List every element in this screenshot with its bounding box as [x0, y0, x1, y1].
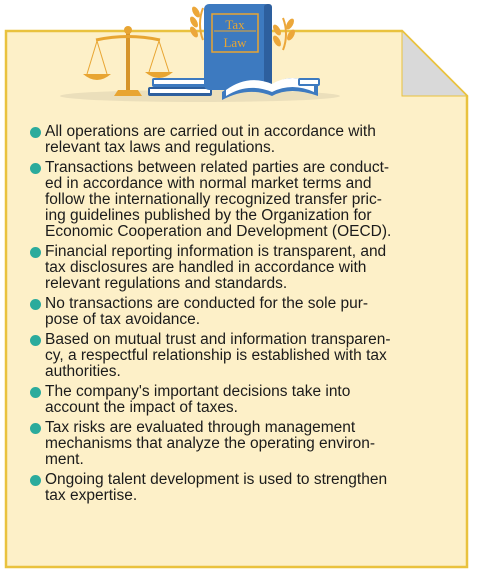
list-item-text: tax disclosures are handled in accordance with [45, 259, 367, 276]
list-item-text: account the impact of taxes. [45, 399, 238, 416]
list-item-text: Economic Cooperation and Development (OECD). [45, 223, 392, 240]
list-item-text: mechanisms that analyze the operating environ- [45, 435, 375, 452]
list-item-text: ment. [45, 451, 84, 468]
list-item-text: All operations are carried out in accordance with [45, 123, 376, 140]
list-item-text: Transactions between related parties are conduct- [45, 159, 390, 176]
bullet-icon [30, 299, 41, 310]
list-item-text: Based on mutual trust and information transparen- [45, 331, 391, 348]
list-item [30, 472, 450, 504]
bullet-icon [30, 475, 41, 486]
list-item-text: Ongoing talent development is used to strengthen [45, 471, 388, 488]
list-item [30, 332, 450, 380]
tax-law-book-icon [204, 4, 272, 90]
list-item-text: No transactions are conducted for the sole pur- [45, 295, 369, 312]
list-item-text: relevant tax laws and regulations. [45, 139, 276, 156]
book-title-line-2: Law [223, 35, 247, 50]
bullet-icon [30, 247, 41, 258]
list-item [30, 244, 450, 292]
bullet-icon [30, 423, 41, 434]
list-item-text: tax expertise. [45, 487, 138, 504]
list-item [30, 384, 450, 416]
list-item [30, 124, 450, 156]
tax-law-illustration [0, 0, 477, 130]
list-item [30, 160, 450, 240]
bullet-icon [30, 335, 41, 346]
list-item-text: relevant regulations and standards. [45, 275, 288, 292]
list-item [30, 296, 450, 328]
list-item-text: ing guidelines published by the Organization for [45, 207, 372, 224]
list-item-text: pose of tax avoidance. [45, 311, 201, 328]
list-item-text: The company's important decisions take into [45, 383, 351, 400]
list-item-text: ed in accordance with normal market terms and [45, 175, 372, 192]
bullet-icon [30, 163, 41, 174]
bullet-icon [30, 127, 41, 138]
book-title-line-1: Tax [225, 17, 245, 32]
list-item-text: follow the internationally recognized transfer pric- [45, 191, 382, 208]
stacked-books-icon [148, 78, 212, 96]
list-item [30, 420, 450, 468]
list-item-text: Tax risks are evaluated through management [45, 419, 356, 436]
bullet-icon [30, 387, 41, 398]
tax-policy-list [30, 124, 450, 508]
list-item-text: Financial reporting information is transparent, and [45, 243, 387, 260]
list-item-text: cy, a respectful relationship is established with tax [45, 347, 387, 364]
list-item-text: authorities. [45, 363, 121, 380]
